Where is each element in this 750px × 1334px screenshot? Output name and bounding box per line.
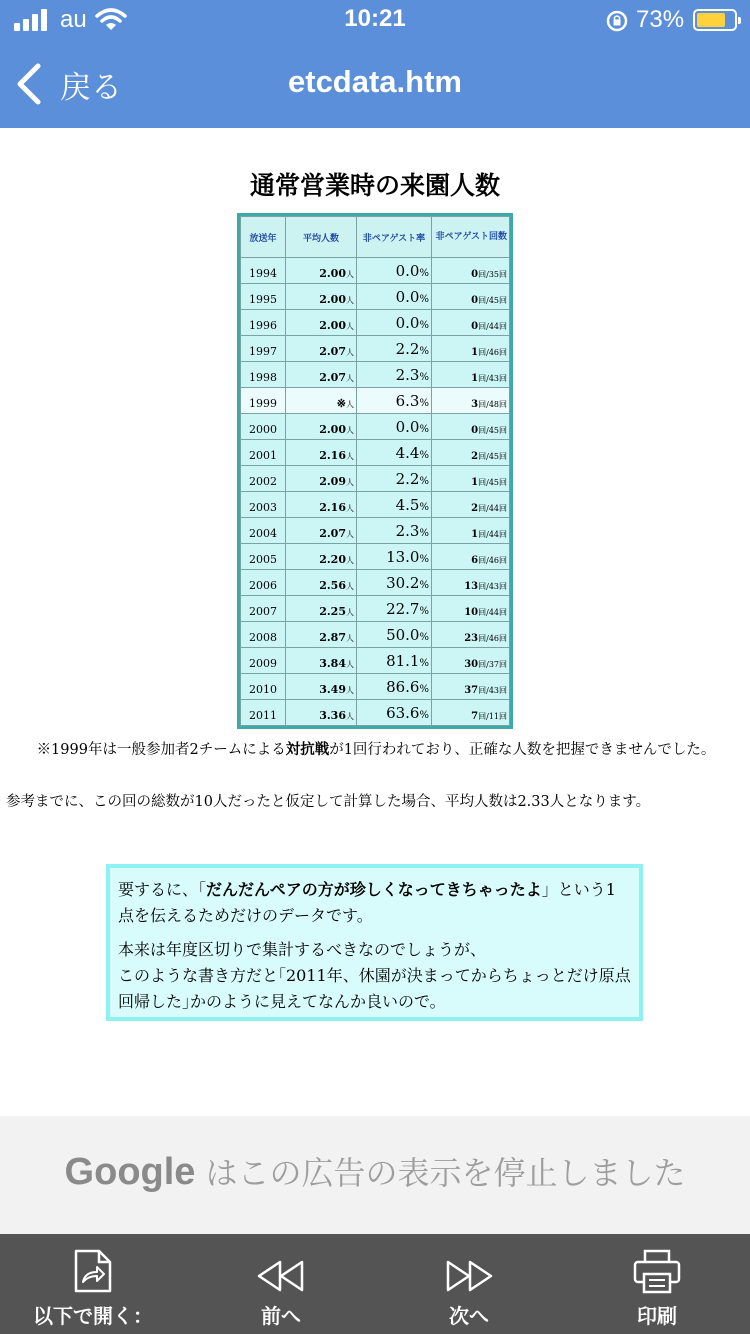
table-body: [241, 258, 509, 725]
summary-emphasis: だんだんペアの方が珍しくなってきちゃったよ: [206, 880, 542, 899]
clock: 10:21: [344, 5, 406, 32]
cell-average: 2.00人: [286, 258, 356, 283]
bottom-toolbar: [0, 1234, 750, 1334]
table-row: [241, 336, 509, 361]
cell-rate: 6.3%: [357, 388, 431, 413]
cell-count: 1回/43回: [432, 362, 509, 387]
cell-year: 1995: [241, 284, 285, 309]
cell-average: 2.00人: [286, 414, 356, 439]
cell-year: 2007: [241, 596, 285, 621]
cell-average: 3.49人: [286, 674, 356, 699]
table-row: [241, 570, 509, 595]
footnote-emphasis: 対抗戦: [285, 741, 330, 758]
cell-year: 2008: [241, 622, 285, 647]
cell-rate: 13.0%: [357, 544, 431, 569]
cell-year: 1996: [241, 310, 285, 335]
cell-year: 2009: [241, 648, 285, 673]
cell-year: 2001: [241, 440, 285, 465]
table-row: [241, 466, 509, 491]
cell-year: 1999: [241, 388, 285, 413]
table-row: [241, 544, 509, 569]
open-in-label: 以下で開く：: [33, 1304, 153, 1328]
open-in-button[interactable]: [18, 1234, 168, 1334]
cell-count: 2回/44回: [432, 492, 509, 517]
fast-forward-icon: [443, 1256, 495, 1296]
cell-rate: 22.7%: [357, 596, 431, 621]
ad-stopped-message: Google はこの広告の表示を停止しました: [64, 1151, 686, 1193]
cell-rate: 63.6%: [357, 700, 431, 725]
table-row: [241, 310, 509, 335]
next-label: 次へ: [449, 1304, 489, 1328]
battery-icon: [693, 9, 737, 31]
cell-average: 3.84人: [286, 648, 356, 673]
cell-count: 7回/11回: [432, 700, 509, 725]
cell-year: 2002: [241, 466, 285, 491]
column-header-average: 平均人数: [286, 217, 356, 257]
cell-rate: 2.3%: [357, 362, 431, 387]
cell-count: 23回/46回: [432, 622, 509, 647]
cell-count: 3回/48回: [432, 388, 509, 413]
column-header-count: 非ペアゲスト回数: [432, 217, 509, 257]
next-button[interactable]: [394, 1234, 544, 1334]
cell-rate: 0.0%: [357, 258, 431, 283]
page-title: etcdata.htm: [288, 64, 462, 99]
cell-average: 2.09人: [286, 466, 356, 491]
carrier-name: au: [60, 6, 87, 33]
google-logo: Google: [64, 1151, 196, 1193]
cell-count: 0回/35回: [432, 258, 509, 283]
cell-rate: 0.0%: [357, 414, 431, 439]
cell-average: 2.16人: [286, 440, 356, 465]
print-label: 印刷: [637, 1304, 677, 1328]
cell-rate: 81.1%: [357, 648, 431, 673]
cell-average: ※人: [286, 388, 356, 413]
cell-rate: 86.6%: [357, 674, 431, 699]
table-row: [241, 492, 509, 517]
cell-average: 2.07人: [286, 518, 356, 543]
table-row: [241, 700, 509, 725]
cell-rate: 4.5%: [357, 492, 431, 517]
cell-average: 2.56人: [286, 570, 356, 595]
printer-icon: [632, 1248, 682, 1294]
cell-count: 0回/45回: [432, 284, 509, 309]
cell-count: 37回/43回: [432, 674, 509, 699]
table-row: [241, 674, 509, 699]
document-title: 通常営業時の来園人数: [249, 171, 500, 200]
cell-year: 2005: [241, 544, 285, 569]
cell-year: 2003: [241, 492, 285, 517]
cell-year: 2011: [241, 700, 285, 725]
navigation-header: [0, 0, 750, 128]
cell-average: 2.25人: [286, 596, 356, 621]
share-file-icon: [73, 1248, 113, 1294]
table-row: [241, 648, 509, 673]
cell-count: 0回/45回: [432, 414, 509, 439]
cell-year: 1994: [241, 258, 285, 283]
cell-rate: 2.2%: [357, 466, 431, 491]
cell-count: 30回/37回: [432, 648, 509, 673]
cell-rate: 50.0%: [357, 622, 431, 647]
cell-year: 1998: [241, 362, 285, 387]
cell-average: 2.00人: [286, 310, 356, 335]
cell-average: 2.00人: [286, 284, 356, 309]
cell-average: 2.07人: [286, 362, 356, 387]
table-row: [241, 258, 509, 283]
previous-button[interactable]: [206, 1234, 356, 1334]
cell-average: 2.20人: [286, 544, 356, 569]
table-row: [241, 596, 509, 621]
summary-box: [106, 864, 643, 1021]
cell-count: 13回/43回: [432, 570, 509, 595]
cell-rate: 0.0%: [357, 310, 431, 335]
cell-rate: 4.4%: [357, 440, 431, 465]
table-row: [241, 518, 509, 543]
summary-paragraph: 要するに、「だんだんペアの方が珍しくなってきちゃったよ」という1点を伝えるためだけのデータです。: [118, 880, 616, 925]
cell-year: 2004: [241, 518, 285, 543]
footnote-1999: ※1999年は一般参加者2チームによる対抗戦が1回行われており、正確な人数を把握できませんでした。: [36, 741, 716, 758]
cell-count: 2回/45回: [432, 440, 509, 465]
cell-count: 0回/44回: [432, 310, 509, 335]
cell-year: 2000: [241, 414, 285, 439]
cell-average: 2.07人: [286, 336, 356, 361]
footnote-reference: 参考までに、この回の総数が10人だったと仮定して計算した場合、平均人数は2.33人となります。: [6, 794, 651, 810]
table-row: [241, 284, 509, 309]
status-bar: [0, 0, 750, 42]
cell-rate: 2.2%: [357, 336, 431, 361]
cell-rate: 30.2%: [357, 570, 431, 595]
table-row: [241, 362, 509, 387]
table-row: [241, 414, 509, 439]
battery-percentage: 73%: [636, 6, 685, 33]
cell-count: 1回/46回: [432, 336, 509, 361]
column-header-year: 放送年: [241, 217, 285, 257]
cell-average: 3.36人: [286, 700, 356, 725]
table-row: [241, 622, 509, 647]
rewind-icon: [255, 1256, 307, 1296]
orientation-lock-icon: [605, 9, 629, 33]
visitor-count-table: [237, 213, 513, 729]
cell-average: 2.16人: [286, 492, 356, 517]
cell-count: 6回/46回: [432, 544, 509, 569]
cell-year: 2010: [241, 674, 285, 699]
cell-year: 2006: [241, 570, 285, 595]
cell-count: 10回/44回: [432, 596, 509, 621]
column-header-rate: 非ペアゲスト率: [357, 217, 431, 257]
cell-count: 1回/45回: [432, 466, 509, 491]
print-button[interactable]: [582, 1234, 732, 1334]
cell-year: 1997: [241, 336, 285, 361]
previous-label: 前へ: [261, 1304, 301, 1328]
cell-count: 1回/44回: [432, 518, 509, 543]
cell-rate: 0.0%: [357, 284, 431, 309]
back-label: 戻る: [60, 69, 122, 105]
summary-paragraph: 本来は年度区切りで集計するべきなのでしょうが、 このような書き方だと｢2011年、休園が決まってからちょっとだけ原点回帰した｣かのように見えてなんか良いので。: [118, 940, 631, 1011]
cell-rate: 2.3%: [357, 518, 431, 543]
table-row: [241, 388, 509, 413]
table-header-row: [241, 217, 509, 257]
table-row: [241, 440, 509, 465]
cell-average: 2.87人: [286, 622, 356, 647]
